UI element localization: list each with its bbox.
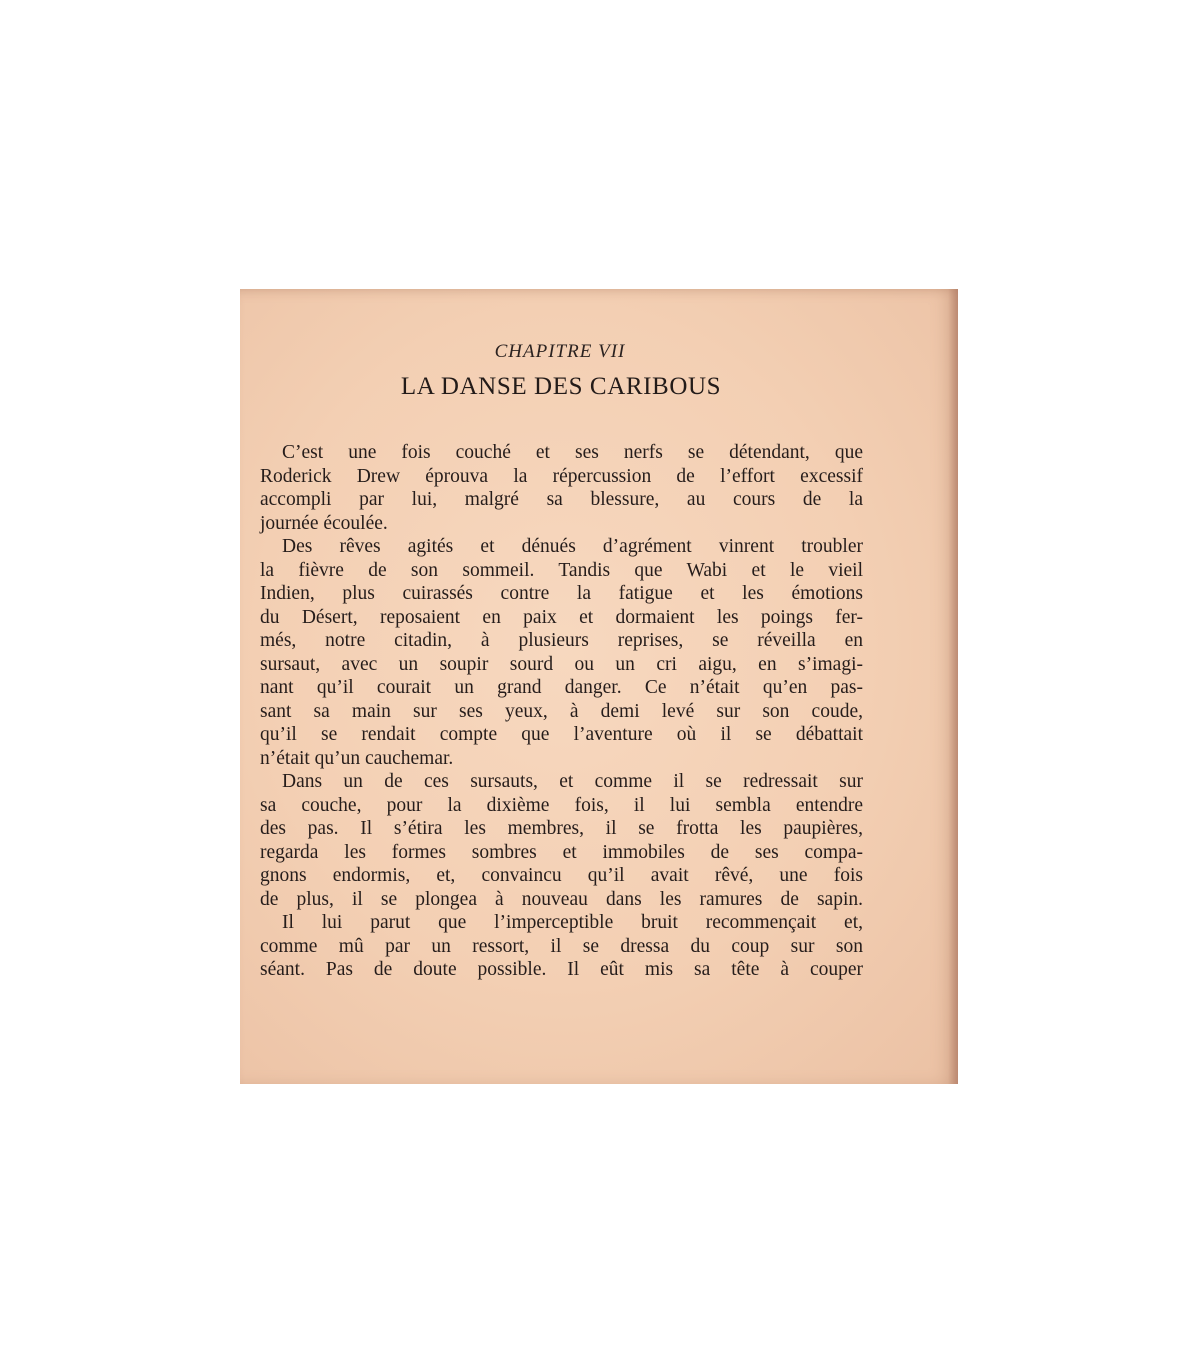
text-line: de plus, il se plongea à nouveau dans les ramures de sapin. xyxy=(260,888,863,910)
book-page xyxy=(240,289,958,1084)
chapter-title: LA DANSE DES CARIBOUS xyxy=(400,373,722,400)
text-line: du Désert, reposaient en paix et dormaient les poings fer- xyxy=(260,606,863,628)
text-line: comme mû par un ressort, il se dressa du coup sur son xyxy=(260,935,863,957)
body-text xyxy=(260,441,863,982)
text-line: accompli par lui, malgré sa blessure, au cours de la xyxy=(260,489,863,510)
text-line: Roderick Drew éprouva la répercussion de l’effort excessif xyxy=(260,465,863,487)
text-line: Indien, plus cuirassés contre la fatigue et les émotions xyxy=(260,583,863,604)
text-line: sursaut, avec un soupir sourd ou un cri aigu, en s’imagi- xyxy=(260,653,863,675)
text-line: qu’il se rendait compte que l’aventure où il se débattait xyxy=(260,724,863,745)
text-line: séant. Pas de doute possible. Il eût mis sa tête à couper xyxy=(260,959,863,980)
text-line: sa couche, pour la dixième fois, il lui sembla entendre xyxy=(260,794,863,816)
text-line: gnons endormis, et, convaincu qu’il avait rêvé, une fois xyxy=(260,865,863,886)
text-line: Dans un de ces sursauts, et comme il se redressait sur xyxy=(282,771,863,792)
text-line: journée écoulée. xyxy=(260,512,388,534)
text-line: Des rêves agités et dénués d’agrément vinrent troubler xyxy=(282,536,863,557)
text-line: regarda les formes sombres et immobiles de ses compa- xyxy=(260,841,863,863)
chapter-number: CHAPITRE VII xyxy=(494,341,626,362)
text-line: sant sa main sur ses yeux, à demi levé sur son coude, xyxy=(260,700,863,722)
text-line: més, notre citadin, à plusieurs reprises, se réveilla en xyxy=(260,630,863,651)
text-line: nant qu’il courait un grand danger. Ce n’était qu’en pas- xyxy=(260,677,863,698)
text-line: C’est une fois couché et ses nerfs se détendant, que xyxy=(282,442,863,463)
text-line: la fièvre de son sommeil. Tandis que Wabi et le vieil xyxy=(260,559,863,581)
text-line: n’était qu’un cauchemar. xyxy=(260,747,454,769)
text-line: des pas. Il s’étira les membres, il se frotta les paupières, xyxy=(260,818,863,839)
text-line: Il lui parut que l’imperceptible bruit recommençait et, xyxy=(282,912,863,933)
